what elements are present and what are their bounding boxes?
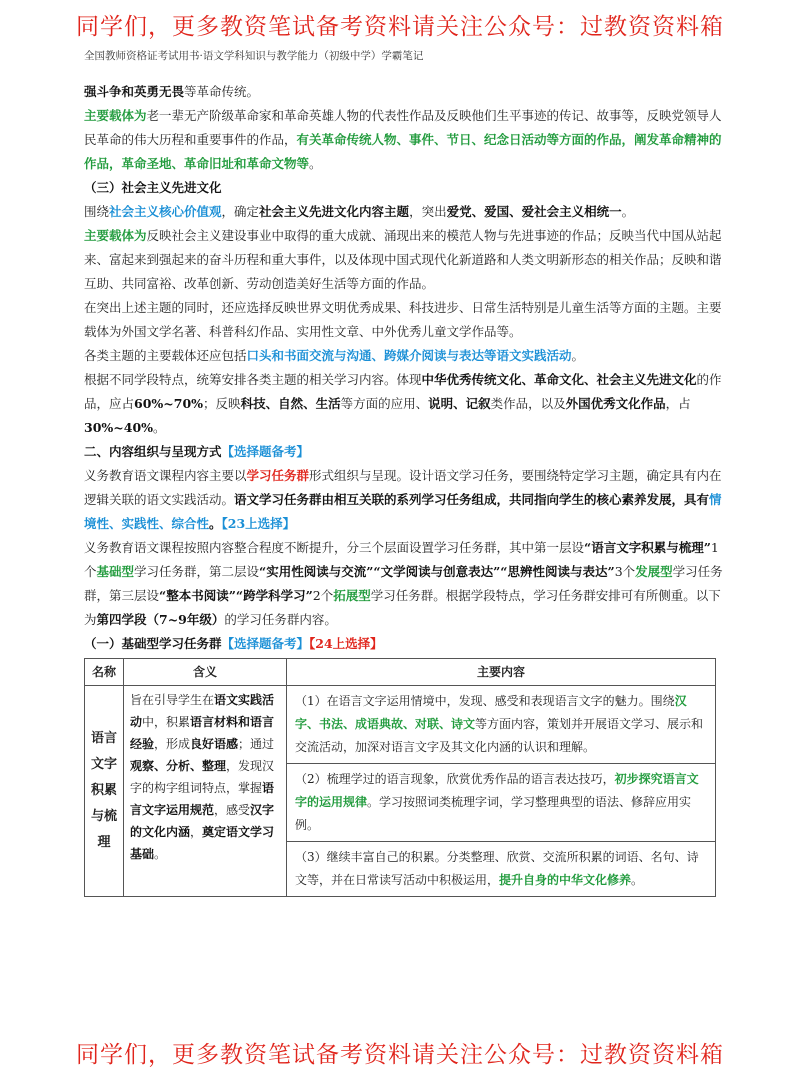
text: 。学习按照词类梳理字词，学习整理典型的语法、修辞应用实例。 (295, 795, 692, 832)
text: 反映社会主义建设事业中取得的重大成就、涌现出来的模范人物与先进事迹的作品；反映当代中国从站起来、富起来到强起来的奋斗历程和重大事件，以及体现中国式现代化新道路和人类文明新形态的相关作品；反映和谐互助、共同富裕、改革创新、劳动创造美好生活等方面的作品。 (84, 228, 722, 291)
text: 学习任务群，第二层设 (134, 564, 260, 579)
emph-text: 30%~40% (84, 420, 154, 435)
emph-text: 汉字的文化内涵 (130, 803, 275, 839)
table-header: 主要内容 (287, 659, 716, 686)
emph-text: 语言文字运用规范 (130, 781, 275, 817)
task-group-table (84, 658, 716, 897)
text: ；通过 (238, 737, 275, 751)
emph-text: 第四学段（7~9年级） (96, 612, 225, 627)
emph-text: 语言材料和语言经验 (130, 715, 275, 751)
paragraph-7 (84, 368, 724, 440)
text: 等方面的应用、 (340, 396, 429, 411)
text: ，突出 (409, 204, 447, 219)
table-header-row (85, 659, 716, 686)
emph-text: 。 (209, 516, 222, 531)
table-header: 含义 (124, 659, 287, 686)
text: 1个 (84, 540, 719, 579)
section-heading-4 (84, 632, 724, 656)
meaning-cell (124, 686, 287, 897)
text: （2）梳理学过的语言现象，欣赏优秀作品的语言表达技巧， (295, 772, 615, 786)
exam-tag: 【选择题备考】 (221, 444, 310, 459)
emph-text: “语言文字积累与梳理” (584, 540, 711, 555)
text: 学习任务群。根据学段特点，学习任务群安排可有所侧重。以下为 (84, 588, 721, 627)
text: ；反映 (203, 396, 241, 411)
text: 的学习任务群内容。 (224, 612, 337, 627)
section-heading-2 (84, 440, 724, 464)
emph-text: 语文实践活动 (130, 693, 275, 729)
section-heading-3: （三）社会主义先进文化 (84, 180, 222, 195)
text: 。 (571, 348, 585, 363)
emph-text: 说明、记叙 (428, 396, 491, 411)
emph-text: 爱党、爱国、爱社会主义相统一 (446, 204, 622, 219)
text: 。 (309, 156, 322, 171)
paragraph-1 (84, 80, 724, 104)
exam-tag: 【选择题备考】 (221, 636, 310, 651)
green-text: 提升自身的中华文化修养 (499, 873, 632, 887)
text: 形式组织与呈现。设计语文学习任务，要围绕特定学习主题，确定具有内在逻辑关联的语文实践活动。 (84, 468, 722, 507)
blue-text: 社会主义核心价值观 (109, 204, 222, 219)
text: 。 (154, 847, 167, 861)
green-label: 主要载体为 (84, 108, 147, 123)
green-label: 主要载体为 (84, 228, 147, 243)
text: （1）在语言文字运用情境中，发现、感受和表现语言文字的魅力。围绕 (295, 694, 675, 708)
heading-text: （一）基础型学习任务群 (84, 636, 222, 651)
document-body (84, 80, 724, 897)
main-content-cell (287, 686, 716, 897)
emph-text: 科技、自然、生活 (240, 396, 341, 411)
text: ， (190, 825, 203, 839)
emph-text: 60%~70% (134, 396, 204, 411)
table-row (85, 686, 716, 897)
emph-text: 观察、分析、整理 (130, 759, 227, 773)
text: ，确定 (221, 204, 260, 219)
emph-text: 奠定语文学习基础 (130, 825, 275, 861)
exam-tag: 【23上选择】 (221, 516, 296, 531)
text: 等革命传统。 (184, 84, 260, 99)
heading-text: 二、内容组织与呈现方式 (84, 444, 222, 459)
paragraph-6 (84, 344, 724, 368)
emph-text: 外国优秀文化作品 (565, 396, 666, 411)
content-item-1 (287, 686, 715, 764)
table-header: 名称 (85, 659, 124, 686)
paragraph-9 (84, 536, 724, 632)
text: 的作品，应占 (84, 372, 722, 411)
text: 各类主题的主要载体还应包括 (84, 348, 247, 363)
green-text: 初步探究语言文字的运用规律 (295, 772, 699, 809)
text: 义务教育语文课程内容主要以 (84, 468, 247, 483)
text: 3个 (614, 564, 636, 579)
emph-text: 中华优秀传统文化、革命文化、社会主义先进文化 (421, 372, 697, 387)
text: 。 (153, 420, 166, 435)
content-item-3 (287, 842, 715, 896)
text: （3）继续丰富自己的积累。分类整理、欣赏、交流所积累的词语、名句、诗文等，并在日常读写活动中积极运用， (295, 850, 699, 887)
text: 。 (621, 204, 635, 219)
promo-banner-top: 同学们，更多教资笔试备考资料请关注公众号：过教资资料箱 (76, 14, 724, 40)
emph-text: 语文学习任务群由相互关联的系列学习任务组成，共同指向学生的核心素养发展，具有 (234, 492, 710, 507)
red-text: 学习任务群 (246, 468, 310, 483)
text: ，发现汉字的构字组词特点，掌握 (130, 759, 275, 795)
blue-text: 情境性、实践性、综合性 (84, 492, 722, 531)
emph-text: 社会主义先进文化内容主题 (259, 204, 410, 219)
text: 旨在引导学生在 (130, 693, 215, 707)
text: 学习任务群，第三层设 (84, 564, 723, 603)
text: ，占 (665, 396, 691, 411)
green-text: 汉字、书法、成语典故、对联、诗文 (295, 694, 687, 731)
emph-text: 强斗争和英勇无畏 (84, 84, 185, 99)
text: 中，积累 (142, 715, 191, 729)
book-subtitle: 全国教师资格证考试用书·语文学科知识与教学能力（初级中学）学霸笔记 (84, 50, 424, 62)
text: 等方面内容，策划并开展语文学习、展示和交流活动，加深对语言文字及其文化内涵的认识和理解。 (295, 717, 704, 754)
exam-tag: 【24上选择】 (309, 636, 383, 651)
text: 类作品，以及 (490, 396, 566, 411)
text: ，感受 (214, 803, 251, 817)
green-text: 基础型 (96, 564, 135, 579)
task-name-cell: 语言文字积累与梳理 (85, 686, 124, 897)
text: 2个 (312, 588, 334, 603)
text: 围绕 (84, 204, 110, 219)
paragraph-4 (84, 224, 724, 296)
paragraph-2 (84, 104, 724, 176)
text: 根据不同学段特点，统筹安排各类主题的相关学习内容。体现 (84, 372, 422, 387)
green-text: 有关革命传统人物、事件、节日、纪念日活动等方面的作品，阐发革命精神的作品，革命圣地、革命旧址和革命文物等 (84, 132, 722, 171)
promo-banner-bottom: 同学们，更多教资笔试备考资料请关注公众号：过教资资料箱 (76, 1042, 724, 1068)
content-item-2 (287, 764, 715, 842)
emph-text: “整本书阅读”“跨学科学习” (159, 588, 313, 603)
emph-text: “实用性阅读与交流”“文学阅读与创意表达”“思辨性阅读与表达” (259, 564, 615, 579)
paragraph-8 (84, 464, 724, 536)
text: ，形成 (154, 737, 191, 751)
text: 义务教育语文课程按照内容整合程度不断提升，分三个层面设置学习任务群，其中第一层设 (84, 540, 585, 555)
blue-text: 口头和书面交流与沟通、跨媒介阅读与表达等语文实践活动 (246, 348, 572, 363)
paragraph-5: 在突出上述主题的同时，还应选择反映世界文明优秀成果、科技进步、日常生活特别是儿童生活等方面的主题。主要载体为外国文学名著、科普科幻作品、实用性文章、中外优秀儿童文学作品等。 (84, 300, 722, 339)
text: 。 (631, 873, 644, 887)
green-text: 拓展型 (333, 588, 371, 603)
text: 老一辈无产阶级革命家和革命英雄人物的代表性作品及反映他们生平事迹的传记、故事等，反映党领导人民革命的伟大历程和重要事件的作品， (84, 108, 722, 147)
emph-text: 良好语感 (190, 737, 239, 751)
green-text: 发展型 (635, 564, 673, 579)
paragraph-3 (84, 200, 724, 224)
